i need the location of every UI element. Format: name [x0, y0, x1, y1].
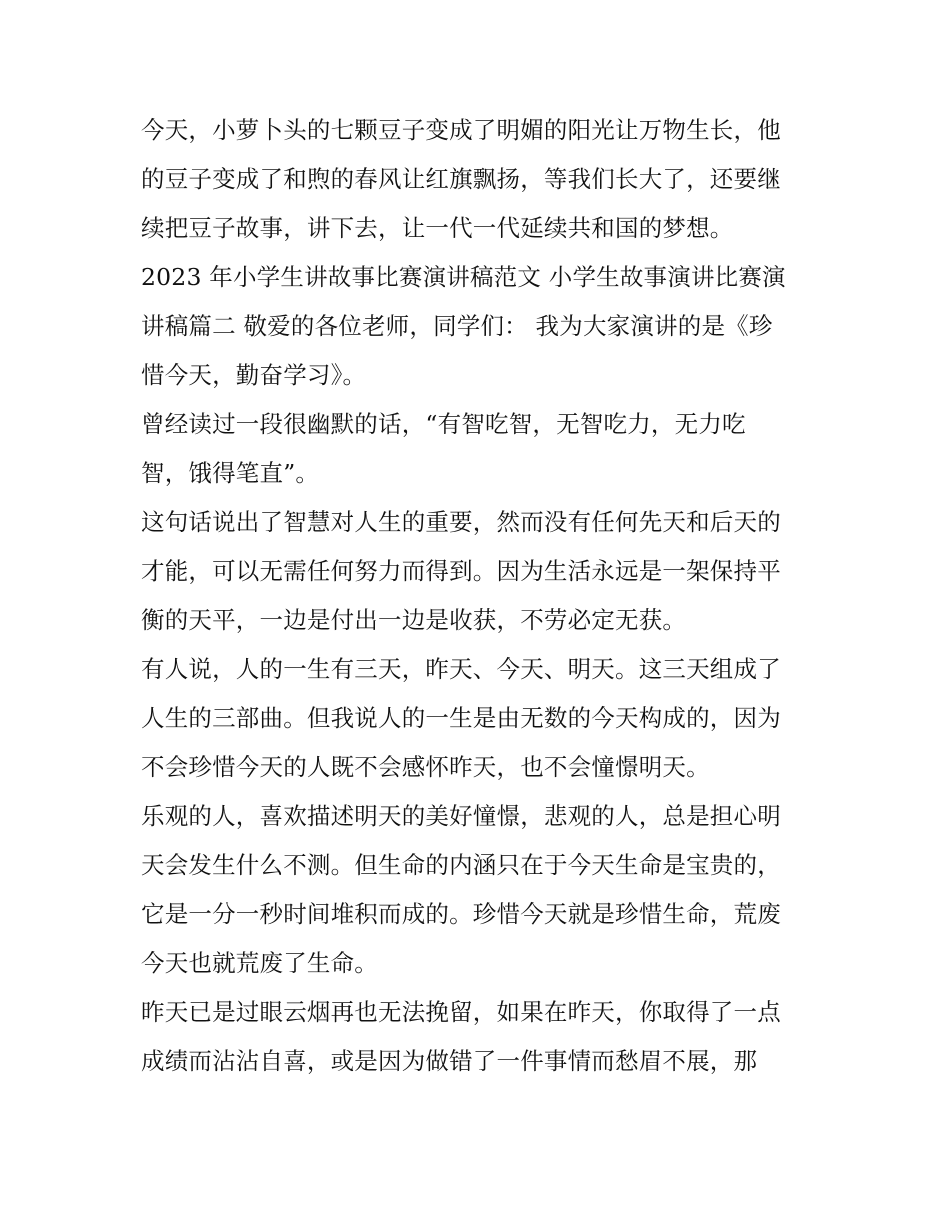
paragraph-1	[141, 106, 821, 253]
text-line: 智，饿得笔直”。	[141, 459, 320, 487]
text-line: 乐观的人，喜欢描述明天的美好憧憬，悲观的人，总是担心明	[141, 802, 781, 830]
text-line: 不会珍惜今天的人既不会感怀昨天，也不会憧憬明天。	[141, 753, 710, 781]
paragraph-7	[141, 988, 821, 1086]
text-line: 这句话说出了智慧对人生的重要，然而没有任何先天和后天的	[141, 508, 781, 536]
paragraph-4	[141, 498, 821, 645]
text-line: 惜今天，勤奋学习》。	[141, 361, 367, 389]
document-body	[141, 106, 821, 1086]
paragraph-3	[141, 400, 821, 498]
text-line: 成绩而沾沾自喜，或是因为做错了一件事情而愁眉不展，那	[141, 1047, 758, 1075]
text-line: 今天也就荒废了生命。	[141, 949, 378, 977]
text-line: 续把豆子故事，讲下去，让一代一代延续共和国的梦想。	[141, 214, 734, 242]
text-line: 的豆子变成了和煦的春风让红旗飘扬，等我们长大了，还要继	[141, 165, 781, 193]
text-line: 曾经读过一段很幽默的话，“有智吃智，无智吃力，无力吃	[141, 410, 746, 438]
text-line: 昨天已是过眼云烟再也无法挽留，如果在昨天，你取得了一点	[141, 998, 781, 1026]
text-line: 有人说，人的一生有三天，昨天、今天、明天。这三天组成了	[141, 655, 781, 683]
text-line: 讲稿篇二 敬爱的各位老师，同学们： 我为大家演讲的是《珍	[141, 312, 773, 340]
paragraph-2	[141, 253, 821, 400]
text-line: 今天，小萝卜头的七颗豆子变成了明媚的阳光让万物生长，他	[141, 116, 781, 144]
paragraph-6	[141, 792, 821, 988]
text-line: 人生的三部曲。但我说人的一生是由无数的今天构成的，因为	[141, 704, 781, 732]
text-line: 衡的天平，一边是付出一边是收获，不劳必定无获。	[141, 606, 687, 634]
text-line: 才能，可以无需任何努力而得到。因为生活永远是一架保持平	[141, 557, 781, 585]
text-line: 2023 年小学生讲故事比赛演讲稿范文 小学生故事演讲比赛演	[141, 263, 786, 291]
paragraph-5	[141, 645, 821, 792]
text-line: 它是一分一秒时间堆积而成的。珍惜今天就是珍惜生命，荒废	[141, 900, 781, 928]
text-line: 天会发生什么不测。但生命的内涵只在于今天生命是宝贵的，	[141, 851, 781, 879]
